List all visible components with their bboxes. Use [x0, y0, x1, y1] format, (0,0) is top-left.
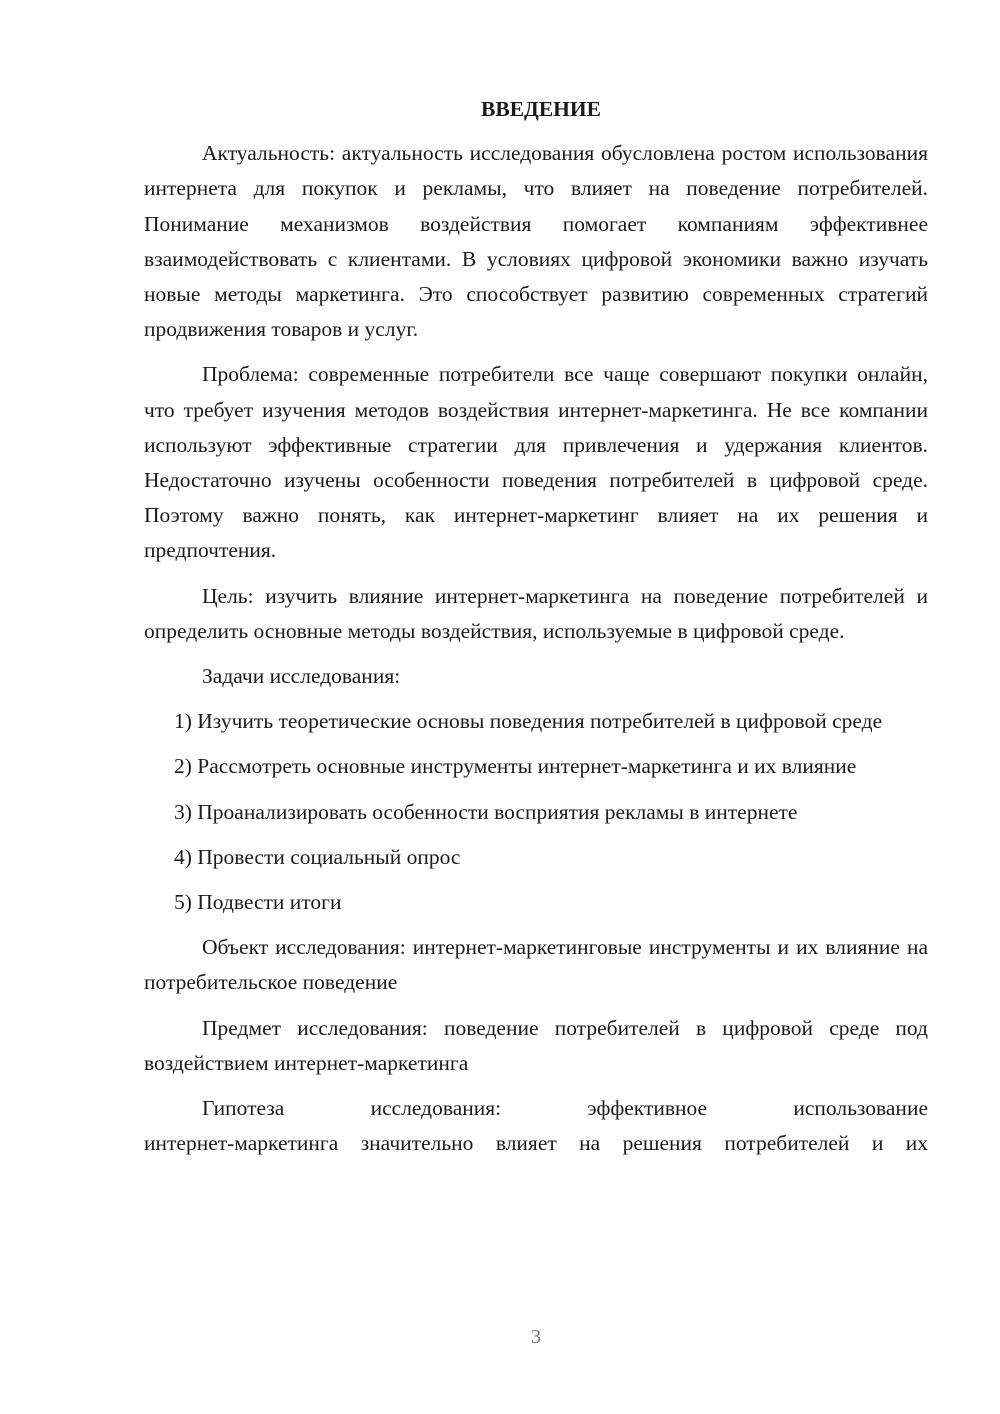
hypothesis-line-2: интернет-маркетинга значительно влияет на решения потребителей и их	[144, 1131, 928, 1156]
paragraph-relevance: Актуальность: актуальность исследования обусловлена ростом использования интернета для покупок и рекламы, что влияет на поведение потребителей. Понимание механизмов воздействия помогает компаниям эффективнее взаимодействовать с клиентами. В условиях цифровой экономики важно изучать новые методы маркетинга. Это способствует развитию современных стратегий продвижения товаров и услуг.	[144, 141, 928, 342]
page-number: 3	[531, 1326, 541, 1348]
task-item-1: 1) Изучить теоретические основы поведения потребителей в цифровой среде	[174, 709, 883, 734]
paragraph-problem: Проблема: современные потребители все чаще совершают покупки онлайн, что требует изучения методов воздействия интернет-маркетинга. Не все компании используют эффективные стратегии для привлечения и удержания клиентов. Недостаточно изучены особенности поведения потребителей в цифровой среде. Поэтому важно понять, как интернет-маркетинг влияет на их решения и предпочтения.	[144, 362, 928, 563]
task-item-2: 2) Рассмотреть основные инструменты интернет-маркетинга и их влияние	[174, 754, 857, 779]
paragraph-object: Объект исследования: интернет-маркетинговые инструменты и их влияние на потребительское поведение	[144, 935, 928, 995]
task-item-4: 4) Провести социальный опрос	[174, 844, 461, 869]
hypothesis-line-1: Гипотеза исследования: эффективное использование	[202, 1096, 928, 1121]
tasks-list	[144, 704, 928, 920]
paragraph-subject: Предмет исследования: поведение потребителей в цифровой среде под воздействием интернет-маркетинга	[144, 1015, 928, 1075]
page-title: ВВЕДЕНИЕ	[481, 97, 601, 121]
task-item-5: 5) Подвести итоги	[174, 890, 342, 915]
document-page	[144, 92, 928, 1161]
task-item-3: 3) Проанализировать особенности восприятия рекламы в интернете	[174, 799, 798, 824]
paragraph-goal: Цель: изучить влияние интернет-маркетинга на поведение потребителей и определить основные методы воздействия, используемые в цифровой среде.	[144, 583, 928, 643]
paragraph-hypothesis	[144, 1091, 928, 1161]
tasks-heading: Задачи исследования:	[202, 664, 401, 689]
